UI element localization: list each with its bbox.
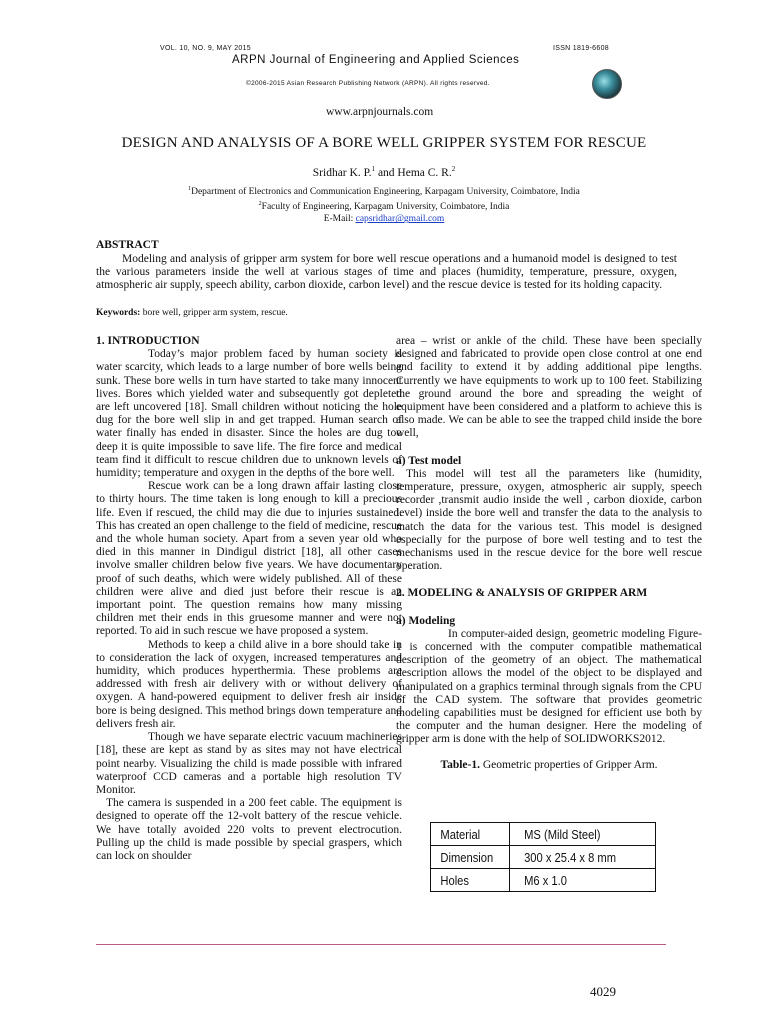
intro-paragraph-2: Rescue work can be a long drawn affair lasting close to thirty hours. The time taken is long enough to kill a precious life. Even if rescued, the child may die due to injuries sustained. This has created an open challenge to the field of medicine, rescue and the whole human society. Apart from a seven year old who died in this manner in Dindigul district [18], all other cases involve smaller children below five years. We have documentary proof of such deaths, which were widely published. All of these children were alive and died just before their rescue is an important point. The question remains how many missing children met their ends in this gruesome manner and were not reported. To aid in such rescue we have proposed a system. [96,480,402,638]
left-column [96,335,402,863]
keywords-label: Keywords: [96,308,141,318]
authors [96,165,672,179]
author-2-sup: 2 [451,165,456,173]
email-link[interactable]: capsridhar@gmail.com [355,214,445,225]
affiliation-2-text: Faculty of Engineering, Karpagam University, Coimbatore, India [261,202,510,213]
intro-paragraph-1: Today’s major problem faced by human society is water scarcity, which leads to a large number of bore wells being sunk. These bore wells in turn have started to take many innocent lives. Bores which yielded water and subsequently got depleted are left uncovered [18]. Small children without noticing the hole dug for the bore well slip in and get trapped. Human search of water finally has ended in disaster. Since the holes are dug too deep it is quite impossible to save life. The fire force and medical team find it difficult to rescue children due to unknown levels of humidity; temperature and oxygen in the depths of the bore well. [96,348,402,480]
table-cell: M6 x 1.0 [520,869,646,892]
paper-title: DESIGN AND ANALYSIS OF A BORE WELL GRIPPER SYSTEM FOR RESCUE [121,135,647,151]
journal-name: ARPN Journal of Engineering and Applied Sciences [232,54,520,66]
intro-paragraph-4: Though we have separate electric vacuum machineries [18], these are kept as stand by as sites may not have electrical point nearby. Visualizing the child is made possible with infrared waterproof CCD cameras and a portable high resolution TV Monitor. [96,731,402,796]
table-caption-text: Geometric properties of Gripper Arm. [479,758,658,771]
author-and: and Hema C. R. [375,166,452,179]
subsection-modeling-heading: a) Modeling [396,614,456,627]
footer-rule [96,944,666,945]
table-row [431,823,656,846]
test-model-paragraph: This model will test all the parameters like (humidity, temperature, pressure, oxygen, atmospheric air supply, speech recorder ,transmit audio inside the well , carbon dioxide, carbon level) inside the bore well and transfer the data to the analysis to match the data for the various test. This model is designed especially for the purpose of bore well testing and to test the mechanisms used in the rescue device for the bore well rescue operation. [396,467,702,573]
issn: ISSN 1819-6608 [553,45,609,52]
volume-info: VOL. 10, NO. 9, MAY 2015 [160,45,251,52]
table-cell: 300 x 25.4 x 8 mm [520,846,646,869]
subsection-test-model-heading: a) Test model [396,454,462,467]
table-caption [396,759,702,772]
affiliation-1-sup: 1 [188,186,192,192]
table-row [431,869,656,892]
page-number: 4029 [590,984,616,999]
table-cell: Dimension [436,846,504,869]
right-column [396,335,702,772]
abstract-text: Modeling and analysis of gripper arm system for bore well rescue operations and a humanoid model is designed to test the various parameters inside the well at various stages of time and places (humidity, temperature, pressure, oxygen, atmospheric air supply, speech ability, carbon dioxide, carbon level) and the rescue device is tested for its holding capacity. [96,253,677,292]
intro-paragraph-5: The camera is suspended in a 200 feet cable. The equipment is designed to operate off the 12-volt battery of the rescue vehicle. We have totally avoided 220 volts to prevent electrocution. Pulling up the child is made possible by special graspers, which can lock on shoulder [96,797,402,862]
affiliations [96,183,672,225]
affiliation-2 [96,198,672,213]
copyright: ©2006-2015 Asian Research Publishing Network (ARPN). All rights reserved. [246,80,490,87]
section-1-heading: 1. INTRODUCTION [96,335,200,347]
table-caption-label: Table-1. [440,758,480,771]
modeling-paragraph: In computer-aided design, geometric modeling Figure-1 is concerned with the computer compatible mathematical description of the geometry of an object. The mathematical description allows the model of the object to be displayed and manipulated on a graphics terminal through signals from the CPU of the CAD system. The software that provides geometric modeling capabilities must be designed for efficient use both by the computer and the human designer. Here the modeling of gripper arm is done with the help of SOLIDWORKS2012. [396,627,702,746]
table-cell: MS (Mild Steel) [520,823,646,846]
keywords-line [96,308,288,318]
continued-paragraph: area – wrist or ankle of the child. These have been specially designed and fabricated to provide open close control at one end and facility to extend it by adding additional pipe lengths. Currently we have equipments to work up to 100 feet. Stabilizing the ground around the bore and spreading the weight of equipment have been considered and a platform to achieve this is also made. We can be able to see the trapped child inside the bore well, [396,335,702,440]
table-cell: Material [436,823,504,846]
affiliation-1 [96,183,672,198]
affiliation-1-text: Department of Electronics and Communication Engineering, Karpagam University, Coimbatore, India [191,187,580,198]
intro-paragraph-3: Methods to keep a child alive in a bore should take in to consideration the lack of oxygen, increased temperatures and humidity, which produces hyperthermia. These problems are addressed with fresh air delivery with or without delivery of oxygen. A hand-powered equipment to deliver fresh air inside bore is being designed. This method brings down temperature and delivers fresh air. [96,638,402,730]
table-cell: Holes [436,869,504,892]
author-1: Sridhar K. P. [312,166,372,179]
journal-url[interactable]: www.arpnjournals.com [326,106,434,118]
keywords-text: bore well, gripper arm system, rescue. [140,308,288,318]
section-2-heading: 2. MODELING & ANALYSIS OF GRIPPER ARM [396,587,648,600]
table-row [431,846,656,869]
author-1-sup: 1 [371,165,376,173]
email-label: E-Mail: [323,214,356,225]
abstract-heading: ABSTRACT [96,239,159,251]
geometric-properties-table [430,822,656,892]
affiliation-2-sup: 2 [258,201,262,208]
journal-globe-logo-icon [592,69,622,99]
email-line [96,213,672,225]
